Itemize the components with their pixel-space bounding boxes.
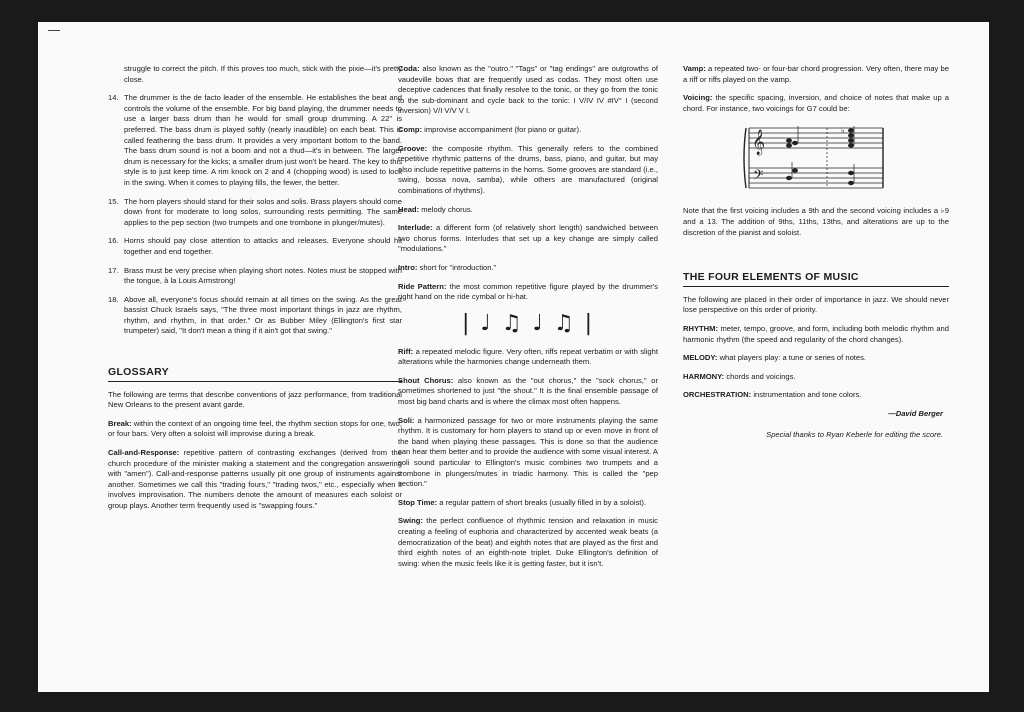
numbered-list (108, 93, 402, 337)
glossary-entry-head: Head: melody chorus. (398, 204, 473, 214)
glossary-entry-coda: Coda: also known as the "outro." "Tags" or "tag endings" are outgrowths of vaudeville bows that are frequently used as codas. They most often use deceptive cadences that finally resolve to the tonic, or they go from the tonic to the sub-dominant and cycle back to the tonic: I V/IV IV #IV° I (second inversion) V/I V/V V I. (398, 64, 658, 116)
element-orchestration: ORCHESTRATION: instrumentation and tone colors. (683, 390, 862, 400)
list-item: 14. The drummer is the de facto leader of the ensemble. He establishes the beat and controls the volume of the ensemble. For big band playing, the drummer needs to use a larger bass drum than he would for small group drumming. A 22" is preferred. The bass drum is played softly (nearly inaudible) on each beat. This is called feathering the bass drum. It provides a very important bottom to the band. The bass drum sound is not a boom and not a thud—it's in between. The larger drum is necessary for the kicks; a smaller drum just won't be heard. The key to this style is to just keep time. A rim knock on 2 and 4 (chopping wood) is used to lock in the swing. When it comes to playing fills, the fewer, the better. (108, 93, 402, 187)
list-item: 15. The horn players should stand for their solos and solis. Brass players should come down front for moderate to long solos, surrounding rests permitting. The same applies to the pep section (two trumpets and one trombone in plunger/mutes). (108, 196, 402, 227)
glossary-entry-vamp: Vamp: a repeated two- or four-bar chord progression. Very often, there may be a riff or riffs played on the vamp. (683, 64, 949, 84)
glossary-entry-shout-chorus: Shout Chorus: also known as the "out chorus," the "sock chorus," or sometimes shortened to just "the shout." It is the final ensemble passage of most big band charts and is where the climax most often happens. (398, 375, 658, 407)
list-item: 16. Horns should pay close attention to attacks and releases. Everyone should hit together and end together. (108, 236, 402, 256)
svg-text:𝄢: 𝄢 (753, 167, 764, 187)
glossary-heading: GLOSSARY (108, 367, 402, 382)
column-left (108, 64, 402, 520)
glossary-entry-stop-time: Stop Time: a regular pattern of short breaks (usually filled in by a soloist). (398, 497, 647, 507)
svg-text:𝄞: 𝄞 (752, 130, 766, 156)
glossary-entry-interlude: Interlude: a different form (of relatively short length) sandwiched between two chorus forms. Interludes that set up a key change are simply called "modulations." (398, 223, 658, 254)
list-item: 17. Brass must be very precise when playing short notes. Notes must be stopped with the tongue, à la Louis Armstrong! (108, 265, 402, 286)
voicing-note: Note that the first voicing includes a 9th and the second voicing includes a ♭9 and a 13. The addition of 9ths, 11ths, 13ths, and alterations are up to the discretion of the pianist and soloist. (683, 206, 949, 237)
glossary-entry-intro: Intro: short for "introduction." (398, 262, 497, 272)
column-right (683, 64, 949, 440)
glossary-entry-riff: Riff: a repeated melodic figure. Very often, riffs repeat verbatim or with slight alterations while the harmonies change underneath them. (398, 346, 658, 367)
crop-mark (48, 30, 60, 31)
list-item: 18. Above all, everyone's focus should remain at all times on the swing. As the great bassist Chuck Israels says, "The three most important things in jazz are rhythm, rhythm, and rhythm, in that order." Or as Bubber Miley (Ellington's first star trumpeter) said, "It don't mean a thing if it ain't got that swing." (108, 294, 402, 336)
glossary-entry-comp: Comp: improvise accompaniment (for piano or guitar). (398, 124, 582, 134)
glossary-entry-soli: Soli: a harmonized passage for two or more instruments playing the same rhythm. It is customary for horn players to stand up or even move in front of the band when playing these passages. This is done so that the audience can hear them better and to provide the audience with some visual interest. A soli sound particular to Ellington's music combines two trumpets and a trombone in plungers/mutes in triadic harmony. This is called the "pep section." (398, 415, 658, 489)
glossary-entry-swing: Swing: the perfect confluence of rhythmic tension and relaxation in music creating a feeling of euphoria and characterized by accented weak beats (a democratization of the beat) and eighth notes that are played as the first and third eighth notes of an eighth-note triplet. Duke Ellington's definition of swing: when the music feels like it is getting faster, but it isn't. (398, 516, 658, 568)
continued-paragraph: struggle to correct the pitch. If this proves too much, stick with the pixie—it's pretty close. (124, 64, 402, 84)
four-elements-intro: The following are placed in their order of importance in jazz. We should never lose perspective on this order of priority. (683, 294, 949, 315)
glossary-entry-groove: Groove: the composite rhythm. This generally refers to the combined repetitive rhythmic patterns of the drums, bass, piano, and guitar, but may also include repetitive patterns in the horns. Some grooves are standard (i.e., swing, bossa nova, samba), while others are manufactured (original combinations of rhythms). (398, 143, 658, 195)
glossary-entry-break: Break: within the context of an ongoing time feel, the rhythm section stops for one, two, or four bars. Very often a soloist will improvise during a break. (108, 418, 402, 439)
glossary-entry-voicing: Voicing: the specific spacing, inversion, and choice of notes that make up a chord. For instance, two voicings for G7 could be: (683, 93, 949, 113)
author-signature: —David Berger (888, 408, 943, 418)
column-middle (398, 64, 658, 577)
glossary-entry-ride-pattern: Ride Pattern: the most common repetitive figure played by the drummer's right hand on the ride cymbal or hi-hat. (398, 281, 658, 302)
voicing-staff (683, 122, 949, 196)
four-elements-heading: THE FOUR ELEMENTS OF MUSIC (683, 272, 949, 287)
svg-text:♭: ♭ (841, 126, 845, 136)
acknowledgement: Special thanks to Ryan Keberle for editing the score. (766, 429, 943, 439)
document-page (38, 22, 989, 692)
element-rhythm: RHYTHM: meter, tempo, groove, and form, including both melodic rhythm and harmonic rhythm (the speed and regularity of the chord changes). (683, 323, 949, 344)
glossary-intro: The following are terms that describe conventions of jazz performance, from traditional New Orleans to the present avant garde. (108, 389, 402, 410)
glossary-entry-call-response: Call-and-Response: repetitive pattern of contrasting exchanges (derived from the church procedure of the minister making a statement and the congregation answering with "amen"). Call-and-response patterns usually pit one group of instruments against another. Sometimes we call this "trading fours," "trading twos," etc., especially when it involves improvisation. The numbers denote the amount of measures each soloist or group plays. Another term frequently used is "swapping fours." (108, 448, 402, 510)
ride-pattern-notation: | ♩ ♫ ♩ ♫ | (462, 310, 594, 336)
element-melody: MELODY: what players play: a tune or series of notes. (683, 353, 867, 363)
element-harmony: HARMONY: chords and voicings. (683, 371, 796, 381)
grand-staff-figure (741, 122, 891, 196)
